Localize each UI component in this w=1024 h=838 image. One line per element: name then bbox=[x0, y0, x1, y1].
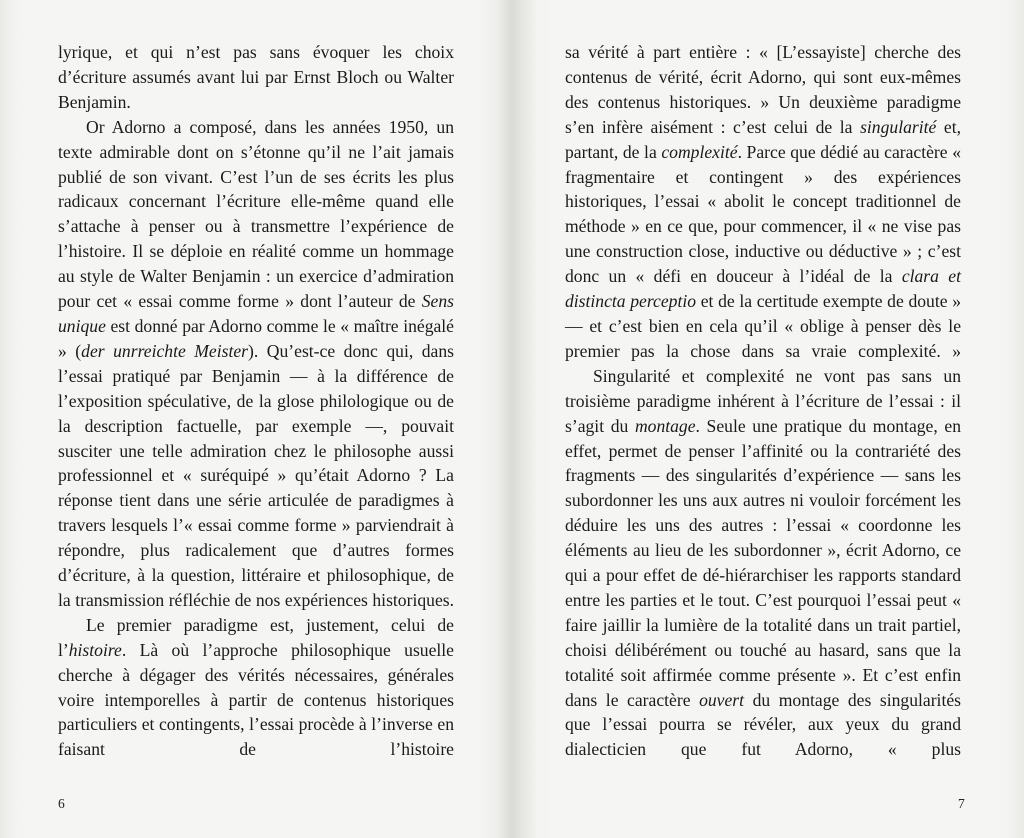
paragraph: Singularité et complexité ne vont pas sans un troisième paradigme inhérent à l’écriture de l’essai : il s’agit du montage. Seule une pratique du montage, en effet, permet de penser l’affinité ou la contrariété des fragments — des singularités d’expérience — sans les subordonner les uns aux autres ni vouloir forcément les déduire les uns des autres : l’essai « coordonne les éléments au lieu de les subordonner », écrit Adorno, ce qui a pour effet de dé-hiérarchiser les rapports standard entre les parties et le tout. C’est pourquoi l’essai peut « faire jaillir la lumière de la totalité dans un trait partiel, choisi délibérément ou touché au hasard, sans que la totalité soit affirmée comme présente ». Et c’est enfin dans le caractère ouvert du montage des singularités que l’essai pourra se révéler, aux yeux du grand dialecticien que fut Adorno, « plus bbox=[565, 365, 961, 760]
left-page-textblock bbox=[58, 40, 454, 762]
right-page-textblock bbox=[565, 40, 961, 762]
italic-run: montage bbox=[634, 415, 696, 436]
paragraph: sa vérité à part entière : « [L’essayiste] cherche des contenus de vérité, écrit Adorno, qui sont eux-mêmes des contenus historiques. » Un deuxième paradigme s’en infère aisément : c’est celui de la singularité et, partant, de la complexité. Parce que dédié au caractère « fragmentaire et contingent » des expériences historiques, l’essai « abolit le concept traditionnel de méthode » en ce que, pour commencer, il « ne vise pas une construction close, inductive ou déductive » ; c’est donc un « défi en douceur à l’idéal de la clara et distincta perceptio et de la certitude exempte de doute » — et c’est bien en cela qu’il « oblige à penser dès le premier pas la chose dans sa vraie complexité. » bbox=[565, 42, 962, 361]
paragraph: lyrique, et qui n’est pas sans évoquer les choix d’écriture assumés avant lui par Ernst Bloch ou Walter Benjamin. bbox=[58, 42, 454, 112]
italic-run: Sens unique bbox=[58, 291, 454, 336]
page-right bbox=[512, 0, 1024, 838]
page-number-left: 6 bbox=[58, 795, 65, 811]
italic-run: singularité bbox=[860, 116, 937, 137]
italic-run: ouvert bbox=[699, 689, 745, 710]
italic-run: complexité bbox=[661, 141, 738, 162]
italic-run: histoire bbox=[68, 639, 122, 660]
paragraph: Le premier paradigme est, justement, celui de l’histoire. Là où l’approche philosophique usuelle cherche à dégager des vérités nécessaires, générales voire intemporelles à partir de contenus historiques particuliers et contingents, l’essai procède à l’inverse en faisant de l’histoire bbox=[58, 614, 454, 760]
italic-run: clara et distincta perceptio bbox=[565, 266, 962, 312]
page-number-right: 7 bbox=[958, 795, 965, 811]
paragraph: Or Adorno a composé, dans les années 1950, un texte admirable dont on s’étonne qu’il ne l’ait jamais publié de son vivant. C’est l’un de ses écrits les plus radicaux concernant l’écriture elle-même quand elle s’attache à penser ou à transmettre l’expérience de l’histoire. Il se déploie en réalité comme un hommage au style de Walter Benjamin : un exercice d’admiration pour cet « essai comme forme » dont l’auteur de Sens unique est donné par Adorno comme le « maître inégalé » (der unrreichte Meister). Qu’est-ce donc qui, dans l’essai pratiqué par Benjamin — à la différence de l’exposition spéculative, de la glose philologique ou de la description factuelle, par exemple —, pouvait susciter une telle admiration chez le philosophe aussi professionnel et « suréquipé » qu’était Adorno ? La réponse tient dans une série articulée de paradigmes à travers lesquels l’« essai comme forme » parviendrait à répondre, plus radicalement que d’autres formes d’écriture, à la question, littéraire et philosophique, de la transmission réfléchie de nos expériences historiques. bbox=[58, 116, 454, 610]
italic-run: der unrreichte Meister bbox=[81, 340, 249, 361]
